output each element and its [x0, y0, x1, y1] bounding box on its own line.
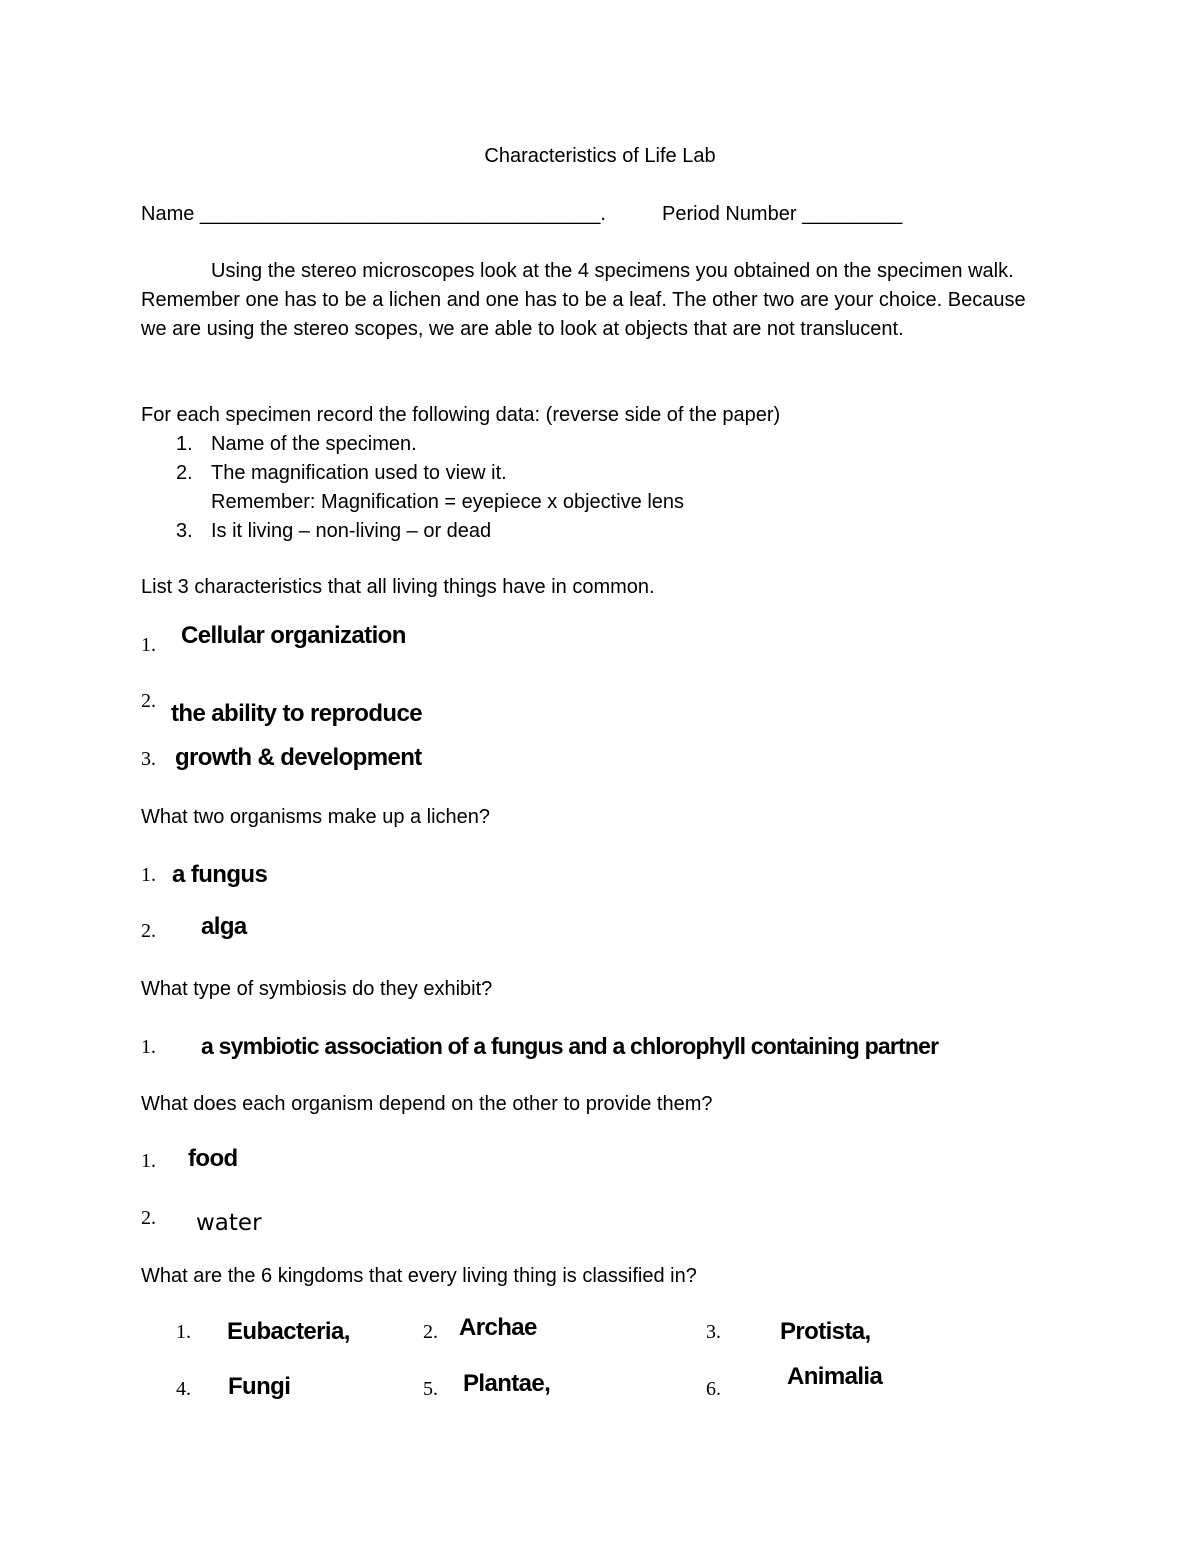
question-lichen: What two organisms make up a lichen?: [141, 806, 491, 828]
answer-text[interactable]: alga: [201, 913, 247, 940]
answer-text[interactable]: the ability to reproduce: [171, 700, 422, 727]
answer-text[interactable]: a fungus: [172, 861, 268, 888]
period-label: Period Number: [662, 203, 797, 225]
answer-text[interactable]: Fungi: [228, 1373, 291, 1400]
list-item: 2. The magnification used to view it.: [176, 462, 507, 484]
question-dependence: What does each organism depend on the other to provide them?: [141, 1093, 713, 1115]
period-row: [662, 200, 902, 229]
answer-number: 4.: [176, 1378, 191, 1400]
answer-text[interactable]: Animalia: [787, 1363, 883, 1390]
answer-text[interactable]: Plantae,: [463, 1370, 551, 1397]
answer-number: 5.: [423, 1378, 438, 1400]
page-title: Characteristics of Life Lab: [484, 145, 716, 167]
answer-number: 1.: [141, 1036, 156, 1058]
name-label: Name: [141, 203, 195, 225]
question-symbiosis: What type of symbiosis do they exhibit?: [141, 978, 493, 1000]
name-blank[interactable]: ____________________________________.: [199, 203, 606, 225]
period-blank[interactable]: _________: [802, 203, 903, 225]
answer-number: 2.: [423, 1321, 438, 1343]
answer-number: 2.: [141, 690, 156, 712]
question-characteristics: List 3 characteristics that all living things have in common.: [141, 576, 655, 598]
list-item: 1. Name of the specimen.: [176, 433, 417, 455]
answer-text[interactable]: a symbiotic association of a fungus and a chlorophyll containing partner: [201, 1033, 939, 1059]
answer-number: 1.: [141, 1150, 156, 1172]
list-item: Remember: Magnification = eyepiece x objective lens: [211, 491, 685, 513]
list-item: 3. Is it living – non-living – or dead: [176, 520, 492, 542]
answer-text[interactable]: growth & development: [175, 744, 422, 771]
answer-number: 1.: [176, 1321, 191, 1343]
question-kingdoms: What are the 6 kingdoms that every living thing is classified in?: [141, 1265, 697, 1287]
intro-paragraph: Using the stereo microscopes look at the 4 specimens you obtained on the specimen walk. Remember one has to be a lichen and one has to be a leaf. The other two are your choice. Because we are using the stereo scopes, we are able to look at objects that are not translucent.: [141, 260, 1026, 340]
answer-number: 2.: [141, 1207, 156, 1229]
answer-number: 1.: [141, 634, 156, 656]
answer-number: 3.: [706, 1321, 721, 1343]
record-lead: For each specimen record the following data: (reverse side of the paper): [141, 404, 781, 426]
answer-number: 3.: [141, 748, 156, 770]
answer-text[interactable]: Eubacteria,: [227, 1318, 350, 1345]
answer-number: 6.: [706, 1378, 721, 1400]
answer-text[interactable]: Archae: [459, 1314, 537, 1341]
answer-text[interactable]: Protista,: [780, 1318, 871, 1345]
answer-number: 1.: [141, 864, 156, 886]
record-section: [141, 401, 1041, 546]
name-row: [141, 200, 606, 229]
answer-text[interactable]: food: [188, 1145, 238, 1172]
answer-text[interactable]: Cellular organization: [181, 622, 406, 649]
answer-number: 2.: [141, 920, 156, 942]
answer-text[interactable]: water: [196, 1210, 262, 1236]
record-list: [141, 430, 1041, 546]
